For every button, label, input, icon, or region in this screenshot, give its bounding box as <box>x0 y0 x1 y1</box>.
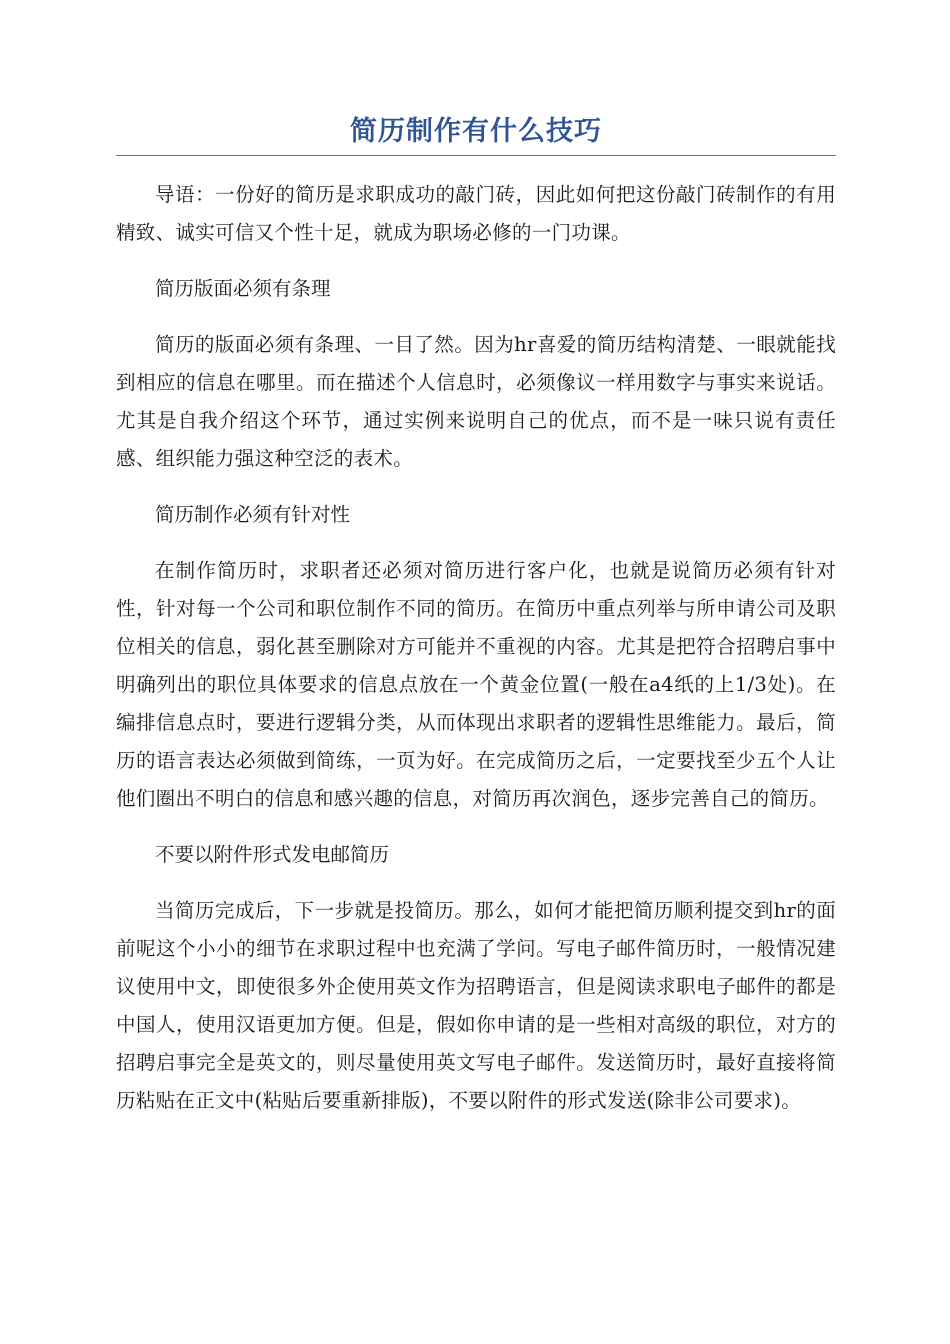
document-body <box>116 176 836 1120</box>
section-heading-targeting: 简历制作必须有针对性 <box>155 503 351 526</box>
section-heading-layout: 简历版面必须有条理 <box>155 277 331 300</box>
section-body-targeting: 在制作简历时，求职者还必须对简历进行客户化，也就是说简历必须有针对性，针对每一个公司和职位制作不同的简历。在简历中重点列举与所申请公司及职位相关的信息，弱化甚至删除对方可能并不重视的内容。尤其是把符合招聘启事中明确列出的职位具体要求的信息点放在一个黄金位置(一般在a4纸的上1/3处)。在编排信息点时，要进行逻辑分类，从而体现出求职者的逻辑性思维能力。最后，简历的语言表达必须做到简练，一页为好。在完成简历之后，一定要找至少五个人让他们圈出不明白的信息和感兴趣的信息，对简历再次润色，逐步完善自己的简历。 <box>116 559 836 810</box>
section-body-email: 当简历完成后，下一步就是投简历。那么，如何才能把简历顺利提交到hr的面前呢这个小小的细节在求职过程中也充满了学问。写电子邮件简历时，一般情况建议使用中文，即使很多外企使用英文作为招聘语言，但是阅读求职电子邮件的都是中国人，使用汉语更加方便。但是，假如你申请的是一些相对高级的职位，对方的招聘启事完全是英文的，则尽量使用英文写电子邮件。发送简历时，最好直接将简历粘贴在正文中(粘贴后要重新排版)，不要以附件的形式发送(除非公司要求)。 <box>116 899 836 1112</box>
section-body-layout: 简历的版面必须有条理、一目了然。因为hr喜爱的简历结构清楚、一眼就能找到相应的信息在哪里。而在描述个人信息时，必须像议一样用数字与事实来说话。尤其是自我介绍这个环节，通过实例来说明自己的优点，而不是一味只说有责任感、组织能力强这种空泛的表术。 <box>116 333 836 470</box>
document-page <box>116 112 836 1138</box>
intro-paragraph: 导语：一份好的简历是求职成功的敲门砖，因此如何把这份敲门砖制作的有用精致、诚实可信又个性十足，就成为职场必修的一门功课。 <box>116 183 836 244</box>
page-title: 简历制作有什么技巧 <box>116 112 836 156</box>
section-heading-email: 不要以附件形式发电邮简历 <box>155 843 390 866</box>
